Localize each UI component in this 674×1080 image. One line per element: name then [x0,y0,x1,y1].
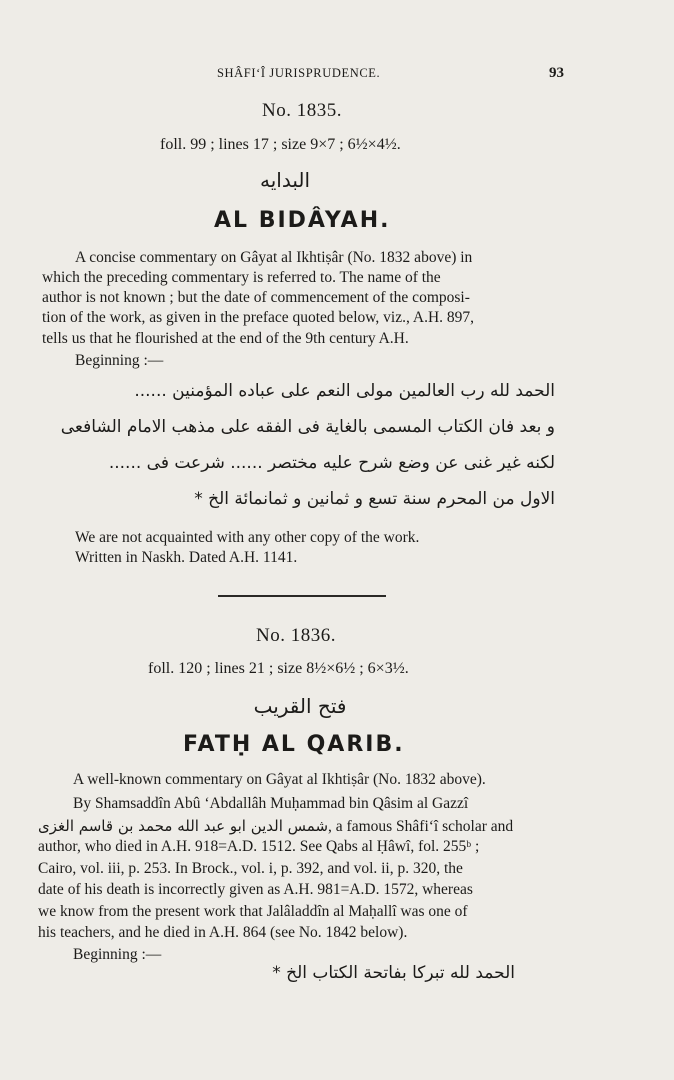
paragraph-line: which the preceding commentary is referred to. The name of the [42,269,441,286]
paragraph-line: A concise commentary on Gâyat al Ikhtiṣâr (No. 1832 above) in [75,249,473,266]
section-divider [218,595,386,597]
entry-meta: foll. 99 ; lines 17 ; size 9×7 ; 6½×4½. [160,136,401,153]
paragraph-line: his teachers, and he died in A.H. 864 (see No. 1842 below). [38,924,408,941]
arabic-quote-line: لكنه غير غنى عن وضع شرح عليه مختصر ...... شرعت فى ...... [108,453,555,473]
paragraph-line: By Shamsaddîn Abû ‘Abdallâh Muḥammad bin Qâsim al Gazzî [73,795,469,812]
paragraph-line: Written in Naskh. Dated A.H. 1141. [75,549,298,566]
entry-arabic-title: البدايه [259,168,311,192]
author-arabic-name: شمس الدين ابو عبد الله محمد بن قاسم الغزى [38,817,329,835]
entry-meta: foll. 120 ; lines 21 ; size 8½×6½ ; 6×3½. [148,660,409,677]
paragraph-line: A well-known commentary on Gâyat al Ikhtiṣâr (No. 1832 above). [73,771,486,788]
entry-arabic-title: فتح القريب [253,694,347,718]
arabic-quote-line: الحمد لله تبركا بفاتحة الكتاب الخ * [272,963,515,983]
paragraph-line: author, who died in A.H. 918=A.D. 1512. See Qabs al Ḥâwî, fol. 255ᵇ ; [38,838,480,855]
paragraph-line: Cairo, vol. iii, p. 253. In Brock., vol. i, p. 392, and vol. ii, p. 320, the [38,860,463,877]
paragraph-line: we know from the present work that Jalâladdîn al Maḥallî was one of [38,903,468,920]
paragraph-line [38,817,513,836]
arabic-quote-line: الاول من المحرم سنة تسع و ثمانين و ثمانمائة الخ * [194,489,555,509]
beginning-label: Beginning :— [75,352,164,369]
paragraph-line: date of his death is incorrectly given as A.H. 981=A.D. 1572, whereas [38,881,473,898]
paragraph-text: , a famous Shâfi‘î scholar and [328,818,514,835]
entry-number: No. 1836. [256,625,336,646]
running-header: SHÂFI‘Î JURISPRUDENCE. [217,66,381,80]
paragraph-line: author is not known ; but the date of commencement of the composi- [42,289,470,306]
entry-title: AL BIDÂYAH. [214,208,391,233]
paragraph-line: tells us that he flourished at the end of the 9th century A.H. [42,330,409,347]
beginning-label: Beginning :— [73,946,162,963]
entry-title: FATḤ AL QARIB. [183,732,405,757]
page-number: 93 [549,65,564,81]
arabic-quote-line: الحمد لله رب العالمين مولى النعم على عباده المؤمنين ...... [134,381,555,401]
arabic-quote-line: و بعد فان الكتاب المسمى بالغاية فى الفقه على مذهب الامام الشافعى [60,417,555,437]
paragraph-line: We are not acquainted with any other copy of the work. [75,529,420,546]
paragraph-line: tion of the work, as given in the preface quoted below, viz., A.H. 897, [42,309,475,326]
entry-number: No. 1835. [262,100,342,121]
